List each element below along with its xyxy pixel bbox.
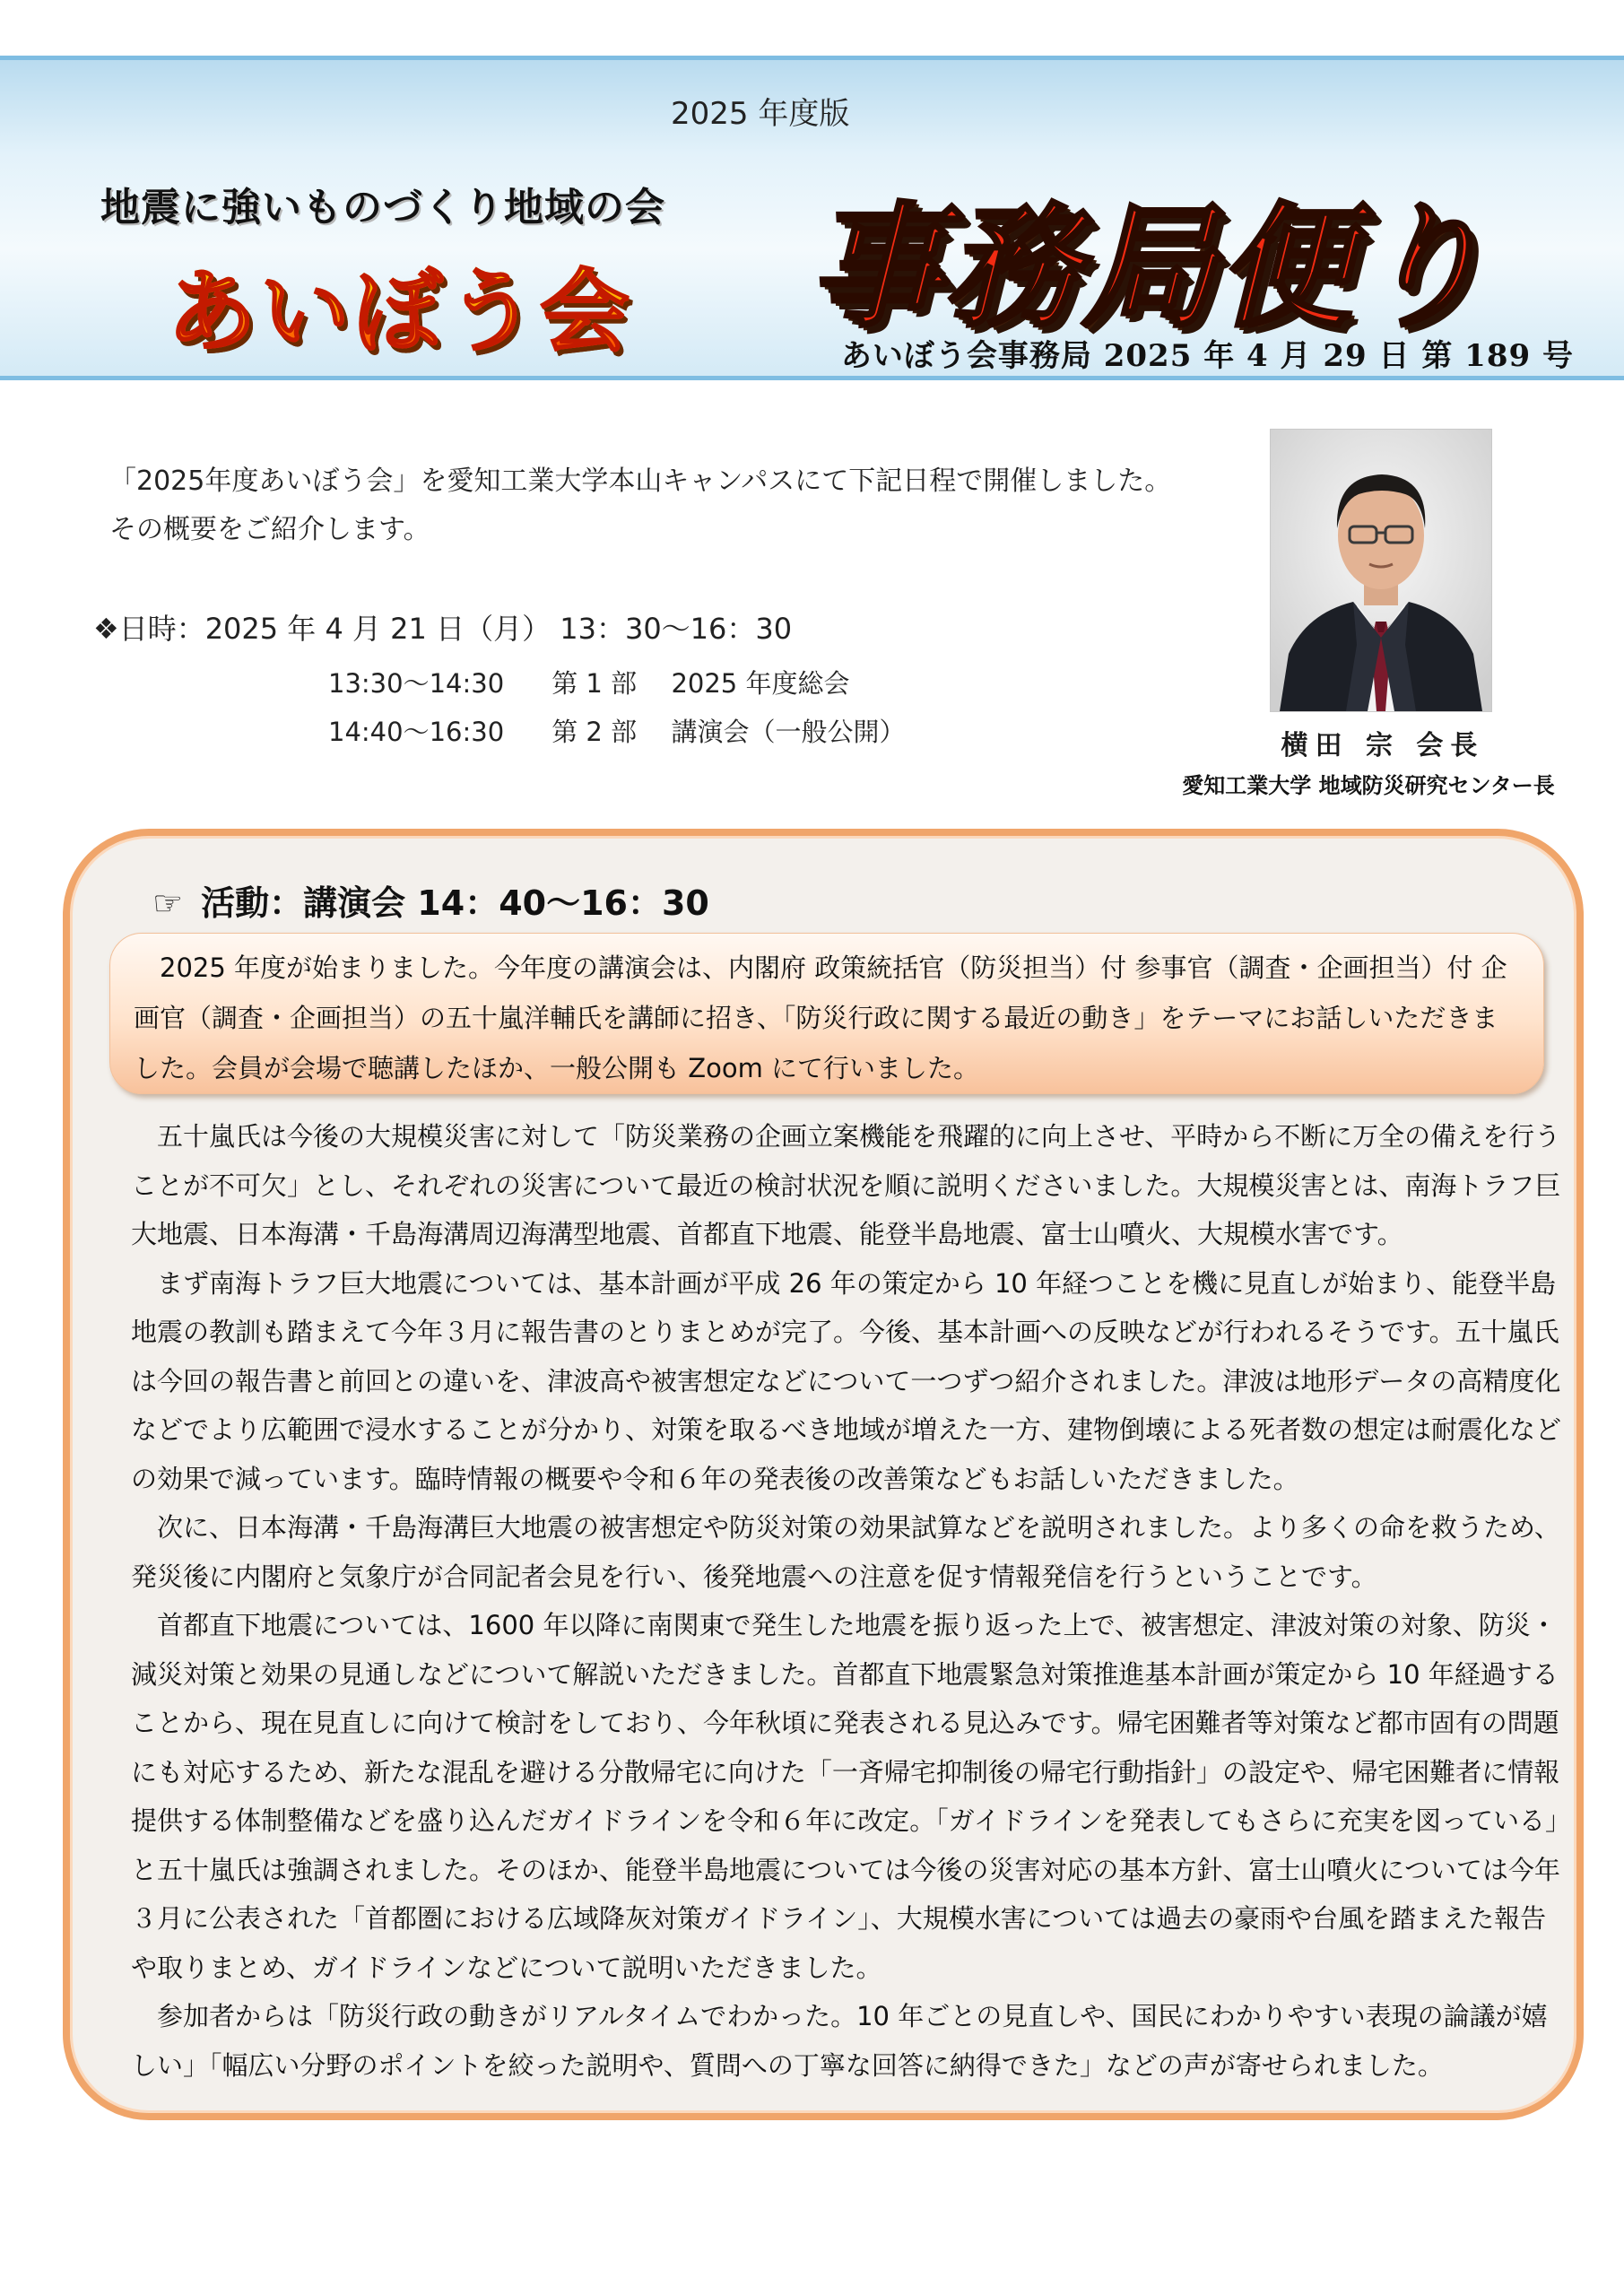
report-paragraph: 五十嵐氏は今後の大規模災害に対して「防災業務の企画立案機能を飛躍的に向上させ、平時から不断に万全の備えを行うことが不可欠」とし、それぞれの災害について最近の検討状況を順に説明くださいました。大規模災害とは、南海トラフ巨大地震、日本海溝・千島海溝周辺海溝型地震、首都直下地震、能登半島地震、富士山噴火、大規模水害です。 xyxy=(131,1121,1561,1249)
organization-subtitle: 地震に強いものづくり地域の会 xyxy=(100,185,665,230)
schedule-item xyxy=(328,712,905,749)
pointing-hand-icon: ☞ xyxy=(152,883,184,923)
schedule-time: 13:30〜14:30 xyxy=(328,668,505,699)
lead-paragraph: 2025 年度が始まりました。今年度の講演会は、内閣府 政策統括官（防災担当）付 参事官（調査・企画担当）付 企画官（調査・企画担当）の五十嵐洋輔氏を講師に招き、「防災行政に関する最近の動き」をテーマにお話しいただきました。会員が会場で聴講したほか、一般公開も Zoom にて行いました。 xyxy=(134,952,1507,1083)
edition-label: 2025 年度版 xyxy=(671,96,850,132)
report-paragraph: 次に、日本海溝・千島海溝巨大地震の被害想定や防災対策の効果試算などを説明されました。より多くの命を救うため、発災後に内閣府と気象庁が合同記者会見を行い、後発地震への注意を促す情報発信を行うということです。 xyxy=(131,1512,1560,1592)
organization-logo-text: あいぼう会 xyxy=(167,239,633,369)
schedule-item xyxy=(328,664,849,700)
masthead xyxy=(0,56,1624,380)
activity-report-box xyxy=(63,829,1584,2120)
chairman-role: 愛知工業大学 地域防災研究センター長 xyxy=(1182,773,1555,798)
schedule-desc: 2025 年度総会 xyxy=(671,668,850,699)
report-body xyxy=(131,1112,1566,2090)
chairman-name: 横田 宗 会長 xyxy=(1281,730,1485,761)
activity-heading-text: 活動：講演会 14：40〜16：30 xyxy=(201,883,709,923)
activity-heading xyxy=(152,875,709,925)
report-paragraph: まず南海トラフ巨大地震については、基本計画が平成 26 年の策定から 10 年経つことを機に見直しが始まり、能登半島地震の教訓も踏まえて今年３月に報告書のとりまとめが完了。今後、基本計画への反映などが行われるそうです。五十嵐氏は今回の報告書と前回との違いを、津波高や被害想定などについて一つずつ紹介されました。津波は地形データの高精度化などでより広範囲で浸水することが分かり、対策を取るべき地域が増えた一方、建物倒壊による死者数の想定は耐震化などの効果で減っています。臨時情報の概要や令和６年の発表後の改善策などもお話しいただきました。 xyxy=(131,1267,1562,1494)
issue-info: あいぼう会事務局 2025 年 4 月 29 日 第 189 号 xyxy=(840,338,1574,374)
newsletter-title: 事務局便り xyxy=(809,190,1491,346)
schedule-part: 第 2 部 xyxy=(551,717,638,747)
report-paragraph: 参加者からは「防災行政の動きがリアルタイムでわかった。10 年ごとの見直しや、国民にわかりやすい表現の論議が嬉しい」「幅広い分野のポイントを絞った説明や、質問への丁寧な回答に納得できた」などの声が寄せられました。 xyxy=(131,2001,1548,2081)
portrait-photo xyxy=(1270,429,1492,712)
report-paragraph: 首都直下地震については、1600 年以降に南関東で発生した地震を振り返った上で、被害想定、津波対策の対象、防災・減災対策と効果の見通しなどについて解説いただきました。首都直下地震緊急対策推進基本計画が策定から 10 年経過することから、現在見直しに向けて検討をしており、今年秋頃に発表される見込みです。帰宅困難者等対策など都市固有の問題にも対応するため、新たな混乱を避ける分散帰宅に向けた「一斉帰宅抑制後の帰宅行動指針」の設定や、帰宅困難者に情報提供する体制整備などを盛り込んだガイドラインを令和６年に改定。「ガイドラインを発表してもさらに充実を図っている」と五十嵐氏は強調されました。そのほか、能登半島地震については今後の災害対応の基本方針、富士山噴火については今年３月に公表された「首都圏における広域降灰対策ガイドライン」、大規模水害については過去の豪雨や台風を踏まえた報告や取りまとめ、ガイドラインなどについて説明いただきました。 xyxy=(131,1610,1560,1983)
schedule-datetime: ❖日時：2025 年 4 月 21 日（月） 13：30〜16：30 xyxy=(93,612,793,646)
portrait-illustration xyxy=(1271,430,1491,711)
lead-paragraph-box xyxy=(109,933,1544,1094)
schedule-part: 第 1 部 xyxy=(551,668,638,699)
schedule-desc: 講演会（一般公開） xyxy=(671,717,906,747)
schedule-time: 14:40〜16:30 xyxy=(328,717,505,747)
intro-text: 「2025年度あいぼう会」を愛知工業大学本山キャンパスにて下記日程で開催しました。その概要をご紹介します。 xyxy=(109,465,1172,545)
